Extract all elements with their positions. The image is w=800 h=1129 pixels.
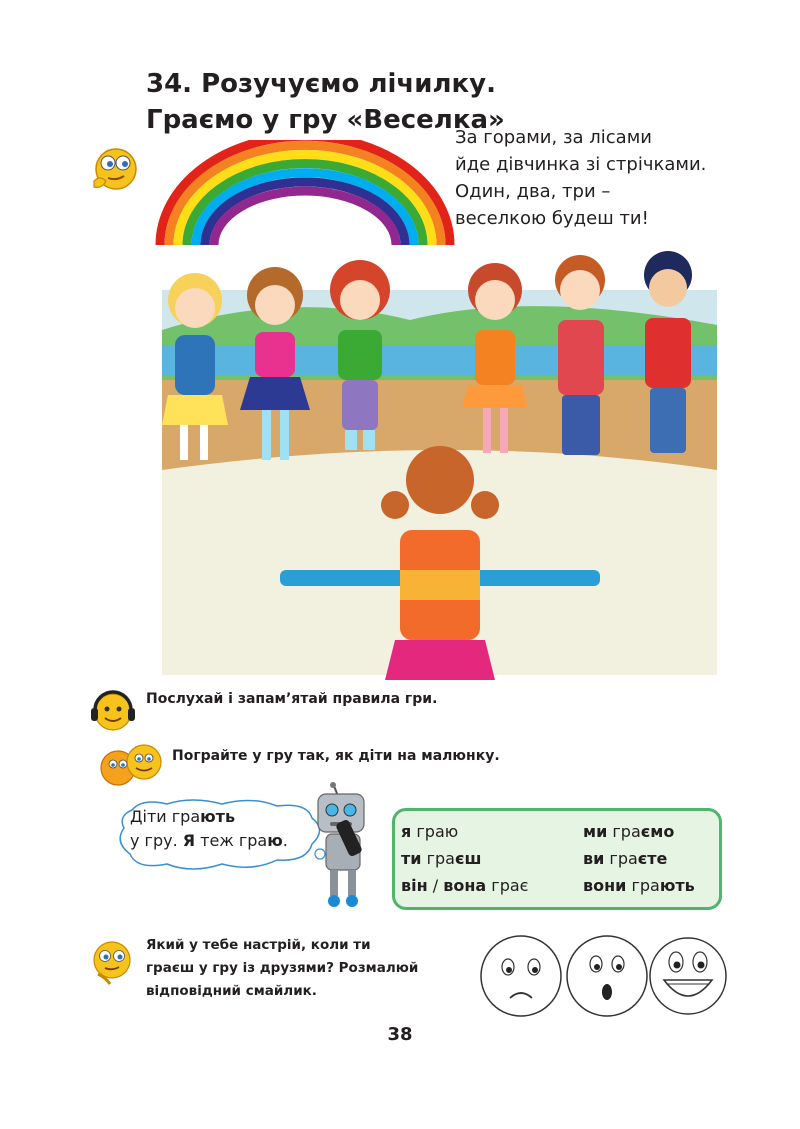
ending: ємо [640,822,675,841]
ending: ють [659,876,695,895]
thinking-emoji-icon [86,145,142,195]
pronoun: ви [583,849,605,868]
pronoun: я [401,822,412,841]
conj-row [401,822,458,841]
bubble-line-1 [130,805,288,829]
conjugation-table [392,808,722,910]
question-line: Який у тебе настрій, коли ти [146,937,371,953]
bubble-word: у гру. [130,831,183,850]
counting-rhyme [455,124,706,232]
pronoun: ми [583,822,608,841]
mood-question [146,934,456,1003]
bubble-word: Діти гра [130,807,201,826]
listen-instruction: Послухай і запам’ятай правила гри. [146,691,438,707]
happy-face-icon[interactable] [648,934,728,1018]
verb: гра [607,822,641,841]
child-6 [644,251,692,453]
verb: гра [604,849,638,868]
poem-line: йде дівчинка зі стрічками. [455,154,707,175]
page-number: 38 [387,1024,413,1045]
title-line-1: 34. Розучуємо лічилку. [146,69,496,99]
poem-line: веселкою будеш ти! [455,208,649,229]
verb: гра [626,876,660,895]
bubble-word: теж гра [195,831,268,850]
conj-row [401,849,481,868]
conj-row [583,822,674,841]
page-title [146,66,505,138]
ending: єш [454,849,482,868]
bubble-ending: ю [267,831,283,850]
pronoun: вона [443,876,487,895]
surprised-face-icon[interactable] [564,934,650,1018]
separator: / [427,876,444,895]
poem-line: Один, два, три – [455,181,611,202]
bubble-ending: ють [200,807,236,826]
thinking-emoji-icon [88,938,136,990]
bubble-line-2 [130,829,288,853]
ending: єте [637,849,668,868]
question-line: граєш у гру із друзями? Розмалюй [146,960,419,976]
sad-face-icon[interactable] [478,934,564,1018]
play-instruction: Пограйте у гру так, як діти на малюнку. [172,748,500,764]
verb: грає [486,876,529,895]
water [162,345,717,375]
bubble-pronoun: Я [182,831,196,850]
poem-line: За горами, за лісами [455,127,652,148]
rainbow [160,140,450,245]
verb: гра [426,849,455,868]
child-5 [555,255,605,455]
conj-row [401,876,528,895]
bubble-text [130,805,288,853]
headphones-emoji-icon [88,688,138,734]
robot-icon [312,780,392,908]
conj-row [583,876,695,895]
pronoun: ти [401,849,422,868]
pronoun: він [401,876,428,895]
verb: граю [416,822,459,841]
question-line: відповідний смайлик. [146,983,317,999]
bubble-punct: . [282,831,288,850]
pronoun: вони [583,876,627,895]
two-emoji-icon [96,740,168,790]
conj-row [583,849,667,868]
title-line-2: Граємо у гру «Веселка» [146,105,505,135]
